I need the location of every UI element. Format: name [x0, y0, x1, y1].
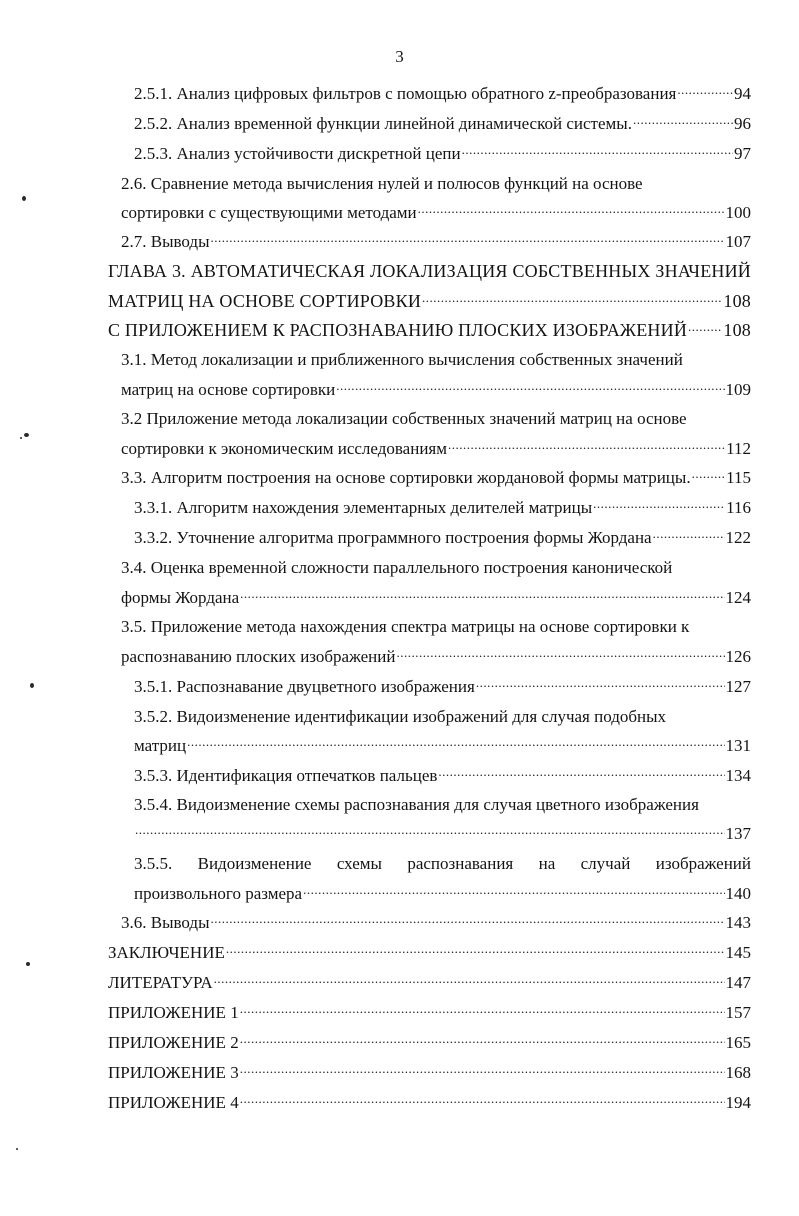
- toc-leader-dots: [226, 941, 725, 958]
- toc-leader-dots: [633, 112, 733, 129]
- toc-entry-page: 134: [725, 766, 751, 785]
- toc-entry-title: 2.7. Выводы: [121, 232, 210, 251]
- toc-entry-3-4-line1[interactable]: [121, 556, 751, 580]
- scan-speck: [30, 683, 34, 688]
- toc-entry-page: 115: [726, 468, 751, 487]
- scan-speck: [20, 437, 22, 439]
- toc-entry-title: ПРИЛОЖЕНИЕ 4: [108, 1093, 239, 1112]
- toc-entry-title: распознаванию плоских изображений: [121, 647, 396, 666]
- toc-entry-page: 127: [725, 677, 751, 696]
- toc-leader-dots: [692, 466, 726, 483]
- toc-entry-page: 116: [726, 498, 751, 517]
- toc-entry-page: 157: [725, 1003, 751, 1022]
- toc-entry-title: сортировки с существующими методами: [121, 203, 417, 222]
- toc-entry-3-4-line2[interactable]: [121, 586, 751, 610]
- toc-leader-dots: [240, 1061, 725, 1078]
- toc-entry-page: 124: [725, 588, 751, 607]
- toc-entry-3-1-line2[interactable]: [121, 378, 751, 402]
- toc-entry-title: 3.5.4. Видоизменение схемы распознавания для случая цветного изображения: [134, 795, 699, 814]
- toc-leader-dots: [303, 882, 724, 899]
- toc-entry-3-5-4-line2[interactable]: [134, 822, 751, 846]
- toc-entry-title: 3.4. Оценка временной сложности параллельного построения канонической: [121, 558, 673, 577]
- toc-entry-page: 194: [725, 1093, 751, 1112]
- toc-entry-title: 3.3.1. Алгоритм нахождения элементарных делителей матрицы: [134, 498, 593, 517]
- toc-entry-3-3[interactable]: [121, 466, 751, 490]
- toc-entry-2-5-2[interactable]: [134, 112, 751, 136]
- toc-entry-page: 108: [723, 291, 751, 311]
- toc-entry-title: С ПРИЛОЖЕНИЕМ К РАСПОЗНАВАНИЮ ПЛОСКИХ ИЗОБРАЖЕНИЙ: [108, 320, 688, 340]
- toc-entry-title: формы Жордана: [121, 588, 240, 607]
- toc-entry-title: 3.5.2. Видоизменение идентификации изображений для случая подобных: [134, 707, 667, 726]
- toc-leader-dots: [211, 230, 725, 247]
- toc-entry-page: 131: [725, 736, 751, 755]
- toc-entry-title: 3.3.2. Уточнение алгоритма программного построения формы Жордана: [134, 528, 652, 547]
- toc-leader-dots: [418, 201, 725, 218]
- toc-entry-title: 3.1. Метод локализации и приближенного вычисления собственных значений: [121, 350, 683, 369]
- toc-entry-title: ЛИТЕРАТУРА: [108, 973, 213, 992]
- toc-entry-page: 140: [725, 884, 751, 903]
- toc-entry-title: ПРИЛОЖЕНИЕ 3: [108, 1063, 239, 1082]
- toc-entry-appendix-3[interactable]: [108, 1061, 751, 1085]
- toc-entry-2-7[interactable]: [121, 230, 751, 254]
- toc-entry-title: 3.6. Выводы: [121, 913, 210, 932]
- toc-entry-title: ПРИЛОЖЕНИЕ 1: [108, 1003, 239, 1022]
- page-number: 3: [395, 47, 404, 66]
- toc-entry-3-3-2[interactable]: [134, 526, 751, 550]
- toc-chapter-3-line2[interactable]: [108, 289, 751, 313]
- toc-entry-page: 96: [734, 114, 751, 133]
- toc-entry-page: 145: [725, 943, 751, 962]
- toc-entry-title: ГЛАВА 3. АВТОМАТИЧЕСКАЯ ЛОКАЛИЗАЦИЯ СОБСТВЕННЫХ ЗНАЧЕНИЙ: [108, 261, 751, 281]
- toc-leader-dots: [187, 734, 724, 751]
- toc-entry-conclusion[interactable]: [108, 941, 751, 965]
- toc-entry-page: 94: [734, 84, 751, 103]
- toc-entry-3-5-5-line2[interactable]: [134, 882, 751, 906]
- toc-leader-dots: [422, 289, 722, 307]
- toc-entry-title: 3.5. Приложение метода нахождения спектра матрицы на основе сортировки к: [121, 617, 690, 636]
- toc-leader-dots: [336, 378, 724, 395]
- toc-entry-page: 107: [725, 232, 751, 251]
- toc-leader-dots: [240, 1031, 725, 1048]
- toc-entry-title: ПРИЛОЖЕНИЕ 2: [108, 1033, 239, 1052]
- toc-entry-page: 165: [725, 1033, 751, 1052]
- toc-leader-dots: [462, 142, 733, 159]
- toc-entry-3-1-line1[interactable]: [121, 348, 751, 372]
- toc-entry-3-6[interactable]: [121, 911, 751, 935]
- toc-entry-3-5-line2[interactable]: [121, 645, 751, 669]
- toc-leader-dots: [438, 764, 724, 781]
- toc-entry-3-5-3[interactable]: [134, 764, 751, 788]
- scan-speck: [26, 962, 30, 966]
- toc-leader-dots: [653, 526, 725, 543]
- toc-entry-appendix-2[interactable]: [108, 1031, 751, 1055]
- toc-leader-dots: [240, 586, 724, 603]
- toc-leader-dots: [688, 318, 722, 336]
- toc-entry-page: 147: [725, 973, 751, 992]
- toc-entry-appendix-4[interactable]: [108, 1091, 751, 1115]
- toc-entry-title: 3.5.3. Идентификация отпечатков пальцев: [134, 766, 438, 785]
- toc-entry-page: 168: [725, 1063, 751, 1082]
- toc-entry-page: 137: [725, 824, 751, 843]
- toc-leader-dots: [677, 82, 733, 99]
- toc-entry-title: 2.5.3. Анализ устойчивости дискретной цепи: [134, 144, 461, 163]
- toc-entry-2-6-line2[interactable]: [121, 201, 751, 225]
- toc-entry-3-2-line1[interactable]: [121, 407, 751, 431]
- toc-entry-page: 108: [723, 320, 751, 340]
- toc-leader-dots: [240, 1001, 725, 1018]
- toc-entry-title: 2.6. Сравнение метода вычисления нулей и полюсов функций на основе: [121, 174, 643, 193]
- toc-leader-dots: [211, 911, 725, 928]
- toc-entry-2-6-line1[interactable]: [121, 172, 751, 196]
- toc-entry-title: 2.5.1. Анализ цифровых фильтров с помощью обратного z-преобразования: [134, 84, 677, 103]
- toc-entry-2-5-3[interactable]: [134, 142, 751, 166]
- toc-entry-3-5-5-line1[interactable]: [134, 852, 751, 876]
- toc-leader-dots: [448, 437, 725, 454]
- toc-entry-page: 143: [725, 913, 751, 932]
- toc-leader-dots: [396, 645, 724, 662]
- scan-speck: [22, 196, 26, 201]
- toc-entry-title: сортировки к экономическим исследованиям: [121, 439, 448, 458]
- toc-leader-dots: [214, 971, 725, 988]
- toc-entry-3-2-line2[interactable]: [121, 437, 751, 461]
- toc-entry-title: 2.5.2. Анализ временной функции линейной динамической системы.: [134, 114, 632, 133]
- toc-entry-3-5-line1[interactable]: [121, 615, 751, 639]
- toc-entry-2-5-1[interactable]: [134, 82, 751, 106]
- toc-entry-title: 3.3. Алгоритм построения на основе сортировки жордановой формы матрицы.: [121, 468, 691, 487]
- toc-entry-3-5-2-line2[interactable]: [134, 734, 751, 758]
- toc-entry-appendix-1[interactable]: [108, 1001, 751, 1025]
- toc-entry-title: 3.5.1. Распознавание двуцветного изображения: [134, 677, 475, 696]
- toc-leader-dots: [476, 675, 725, 692]
- toc-entry-page: 100: [725, 203, 751, 222]
- toc-entry-title: МАТРИЦ НА ОСНОВЕ СОРТИРОВКИ: [108, 291, 422, 311]
- toc-entry-title: 3.5.5. Видоизменение схемы распознавания на случай изображений: [134, 854, 751, 873]
- toc-entry-title: матриц на основе сортировки: [121, 380, 336, 399]
- toc-entry-title: 3.2 Приложение метода локализации собственных значений матриц на основе: [121, 409, 687, 428]
- scan-speck: [24, 433, 29, 437]
- toc-entry-3-5-4-line1[interactable]: [134, 793, 751, 817]
- toc-entry-title: произвольного размера: [134, 884, 303, 903]
- toc-entry-3-5-1[interactable]: [134, 675, 751, 699]
- toc-leader-dots: [593, 496, 725, 513]
- toc-leader-dots: [240, 1091, 725, 1108]
- toc-entry-page: 122: [725, 528, 751, 547]
- toc-entry-literature[interactable]: [108, 971, 751, 995]
- toc-entry-page: 97: [734, 144, 751, 163]
- toc-entry-title: ЗАКЛЮЧЕНИЕ: [108, 943, 225, 962]
- toc-entry-3-3-1[interactable]: [134, 496, 751, 520]
- toc-entry-page: 126: [725, 647, 751, 666]
- toc-entry-3-5-2-line1[interactable]: [134, 705, 751, 729]
- toc-entry-title: матриц: [134, 736, 187, 755]
- toc-chapter-3-line1[interactable]: [108, 259, 751, 283]
- toc-chapter-3-line3[interactable]: [108, 318, 751, 342]
- toc-entry-page: 109: [725, 380, 751, 399]
- toc-entry-page: 112: [726, 439, 751, 458]
- toc-leader-dots: [135, 822, 725, 839]
- scan-speck: [16, 1148, 18, 1150]
